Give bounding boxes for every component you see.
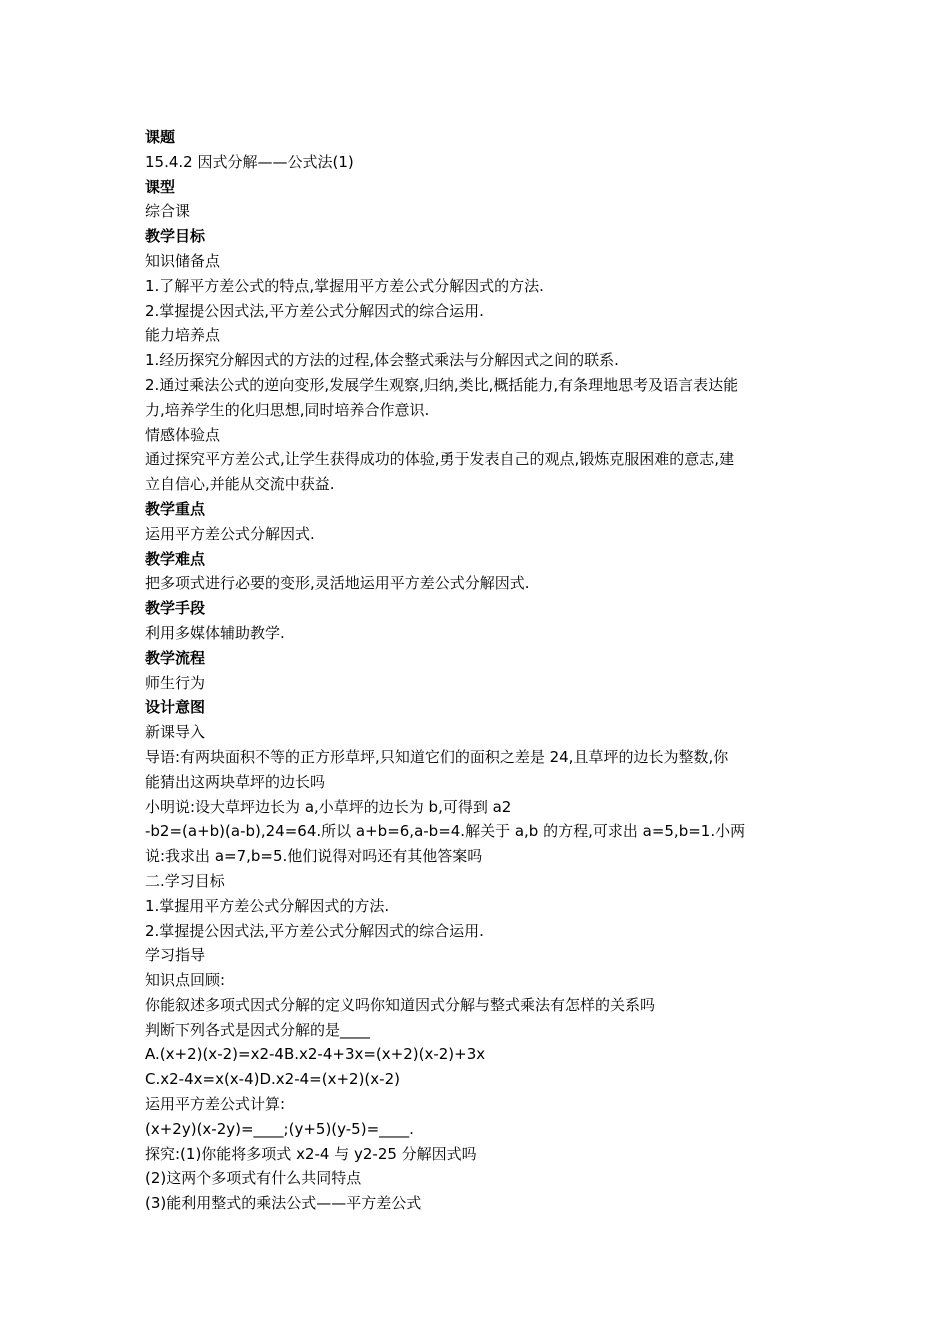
text-line: 导语:有两块面积不等的正方形草坪,只知道它们的面积之差是 24,且草坪的边长为整数,你 [145,747,729,766]
text-line: 1.了解平方差公式的特点,掌握用平方差公式分解因式的方法. [145,276,544,295]
text-line: 力,培养学生的化归思想,同时培养合作意识. [145,400,430,419]
section-heading: 课题 [145,128,176,146]
text-line: C.x2-4x=x(x-4)D.x2-4=(x+2)(x-2) [145,1070,400,1089]
text-line: 新课导入 [145,723,206,742]
text-line: 能力培养点 [145,326,221,345]
section-heading: 教学流程 [145,648,206,667]
section-heading: 教学手段 [145,599,206,618]
text-line: 2.掌握提公因式法,平方差公式分解因式的综合运用. [145,301,484,320]
text-line: 利用多媒体辅助教学. [145,623,285,642]
text-line: 1.经历探究分解因式的方法的过程,体会整式乘法与分解因式之间的联系. [145,351,619,370]
text-line: 二.学习目标 [145,871,225,890]
text-line: 能猜出这两块草坪的边长吗 [145,772,326,791]
text-line: 情感体验点 [145,425,221,444]
section-heading: 教学重点 [145,499,206,518]
text-line: 知识储备点 [145,251,221,270]
text-line: 立自信心,并能从交流中获益. [145,475,335,494]
text-line: 师生行为 [145,673,206,692]
text-line: 2.掌握提公因式法,平方差公式分解因式的综合运用. [145,921,484,940]
document-page [145,125,815,1216]
text-line: 运用平方差公式计算: [145,1095,286,1114]
text-line: 通过探究平方差公式,让学生获得成功的体验,勇于发表自己的观点,锻炼克服困难的意志,建 [145,450,735,469]
text-line: 知识点回顾: [145,971,226,990]
text-line: (x+2y)(x-2y)=____;(y+5)(y-5)=____. [145,1119,414,1138]
text-line: 学习指导 [145,946,206,965]
text-line: 综合课 [145,202,191,221]
text-line: 小明说:设大草坪边长为 a,小草坪的边长为 b,可得到 a2 [145,797,512,816]
text-line: -b2=(a+b)(a-b),24=64.所以 a+b=6,a-b=4.解关于 a,b 的方程,可求出 a=5,b=1.小两 [145,822,746,841]
text-line: 2.通过乘法公式的逆向变形,发展学生观察,归纳,类比,概括能力,有条理地思考及语言表达能 [145,375,739,394]
text-line: (2)这两个多项式有什么共同特点 [145,1169,362,1188]
text-line: 把多项式进行必要的变形,灵活地运用平方差公式分解因式. [145,574,530,593]
text-line: 运用平方差公式分解因式. [145,524,315,543]
section-heading: 课型 [145,177,176,196]
text-line: 判断下列各式是因式分解的是____ [145,1020,371,1039]
section-heading: 教学目标 [145,227,206,246]
text-line: 15.4.2 因式分解——公式法(1) [145,152,354,171]
text-line: (3)能利用整式的乘法公式——平方差公式 [145,1194,422,1213]
text-line: 1.掌握用平方差公式分解因式的方法. [145,896,390,915]
text-line: 探究:(1)你能将多项式 x2-4 与 y2-25 分解因式吗 [145,1144,477,1163]
text-line: 说:我求出 a=7,b=5.他们说得对吗还有其他答案吗 [145,847,483,866]
text-line: A.(x+2)(x-2)=x2-4B.x2-4+3x=(x+2)(x-2)+3x [145,1045,486,1064]
section-heading: 教学难点 [145,549,206,568]
text-line: 你能叙述多项式因式分解的定义吗你知道因式分解与整式乘法有怎样的关系吗 [145,995,656,1014]
section-heading: 设计意图 [145,698,206,717]
